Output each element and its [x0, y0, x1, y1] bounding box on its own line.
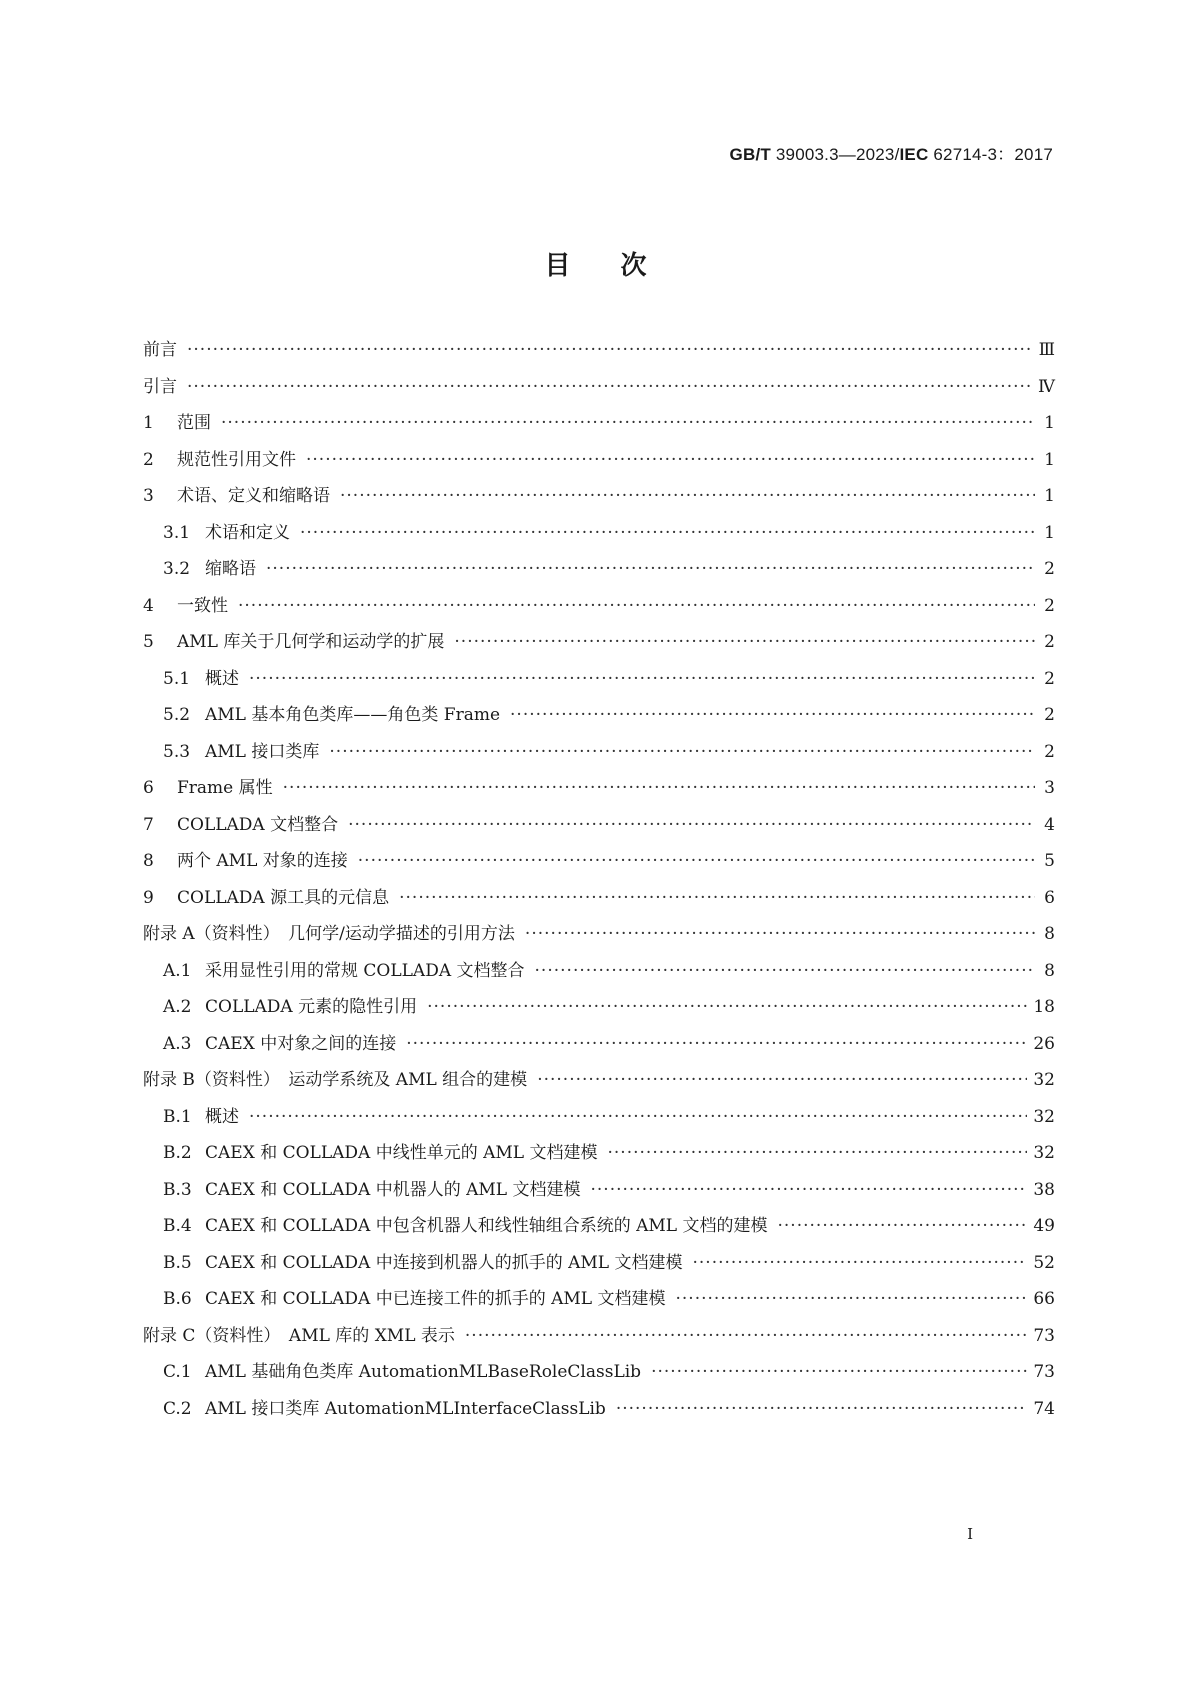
toc-entry[interactable] [143, 810, 1055, 847]
toc-entry-page: 73 [1033, 1362, 1055, 1382]
toc-entry-label: 术语和定义 [205, 522, 290, 543]
toc-entry[interactable] [143, 554, 1055, 591]
toc-entry-page: 49 [1033, 1216, 1055, 1236]
toc-entry-number: B.5 [163, 1252, 192, 1273]
toc-entry-number: B.6 [163, 1289, 192, 1309]
toc-entry-number: 4 [143, 595, 154, 616]
toc-entry-number: 5 [143, 632, 154, 652]
toc-entry-number: B.4 [163, 1216, 192, 1236]
dot-leader [266, 559, 1035, 579]
dot-leader [591, 1180, 1028, 1200]
toc-entry-label: AML 库关于几何学和运动学的扩展 [177, 632, 445, 652]
dot-leader [406, 1034, 1027, 1054]
toc-entry-label: CAEX 和 COLLADA 中线性单元的 AML 文档建模 [205, 1143, 598, 1163]
dot-leader [693, 1253, 1028, 1273]
dot-leader [608, 1143, 1028, 1163]
toc-entry[interactable] [143, 1065, 1055, 1102]
toc-entry-page: 52 [1033, 1252, 1055, 1273]
toc-entry[interactable] [143, 1102, 1055, 1139]
toc-entry-number: A.1 [163, 960, 192, 981]
iec-prefix: IEC [899, 145, 929, 164]
toc-entry-label: 概述 [205, 1106, 239, 1127]
toc-entry-number: C.1 [163, 1362, 192, 1382]
toc-entry-label: COLLADA 元素的隐性引用 [205, 997, 418, 1017]
toc-entry[interactable] [143, 664, 1055, 701]
toc-entry[interactable] [143, 627, 1055, 664]
toc-entry-number: 3.2 [163, 559, 191, 579]
standard-prefix: GB/T [729, 145, 771, 164]
toc-entry-number: 8 [143, 851, 154, 871]
toc-entry-page: 4 [1044, 814, 1055, 835]
toc-entry[interactable] [143, 700, 1055, 737]
toc-entry[interactable] [143, 846, 1055, 883]
toc-entry-page: 18 [1033, 997, 1055, 1017]
dot-leader [427, 997, 1027, 1017]
dot-leader [465, 1326, 1027, 1346]
toc-entry-number: 3 [143, 486, 154, 506]
toc-entry-page: 1 [1044, 522, 1055, 543]
toc-entry-label: 采用显性引用的常规 COLLADA 文档整合 [205, 960, 525, 981]
dot-leader [187, 377, 1032, 397]
toc-entry[interactable] [143, 335, 1055, 372]
toc-entry-number: A.3 [163, 1033, 192, 1054]
toc-entry[interactable] [143, 481, 1055, 518]
toc-entry[interactable] [143, 372, 1055, 409]
toc-entry-label: Frame 属性 [177, 778, 273, 798]
toc-entry-page: Ⅳ [1038, 376, 1055, 397]
toc-entry-label: 两个 AML 对象的连接 [177, 851, 348, 871]
toc-entry-label: 引言 [143, 376, 177, 397]
toc-entry-page: 26 [1033, 1033, 1055, 1054]
toc-entry-label: AML 接口类库 AutomationMLInterfaceClassLib [205, 1398, 606, 1419]
toc-entry-label: 附录 B（资料性） 运动学系统及 AML 组合的建模 [143, 1070, 528, 1090]
dot-leader [535, 961, 1035, 981]
toc-entry-label: AML 基本角色类库——角色类 Frame [205, 705, 501, 725]
dot-leader [249, 669, 1035, 689]
toc-entry-number: 2 [143, 449, 154, 470]
toc-entry-page: 1 [1044, 449, 1055, 470]
toc-entry-page: 6 [1044, 887, 1055, 908]
toc-entry-page: Ⅲ [1038, 340, 1055, 360]
dot-leader [676, 1289, 1028, 1309]
dot-leader [537, 1070, 1027, 1090]
toc-entry-page: 2 [1044, 741, 1055, 762]
dot-leader [187, 340, 1033, 360]
toc-entry[interactable] [143, 956, 1055, 993]
toc-entry-page: 74 [1033, 1398, 1055, 1419]
toc-entry-number: 6 [143, 778, 154, 798]
toc-entry-number: 7 [143, 814, 154, 835]
toc-entry[interactable] [143, 1357, 1055, 1394]
toc-entry-label: 附录 A（资料性） 几何学/运动学描述的引用方法 [143, 924, 515, 944]
toc-entry-label: CAEX 中对象之间的连接 [205, 1033, 397, 1054]
toc-entry[interactable] [143, 408, 1055, 445]
toc-entry-number: B.3 [163, 1179, 192, 1200]
toc-entry-number: 5.1 [163, 668, 191, 689]
dot-leader [454, 632, 1035, 652]
toc-entry[interactable] [143, 992, 1055, 1029]
toc-entry-page: 8 [1044, 924, 1055, 944]
toc-entry-number: 5.3 [163, 741, 191, 762]
dot-leader [651, 1362, 1027, 1382]
toc-entry-page: 1 [1044, 486, 1055, 506]
toc-entry-label: AML 基础角色类库 AutomationMLBaseRoleClassLib [205, 1362, 642, 1382]
toc-entry-number: A.2 [163, 997, 192, 1017]
toc-entry-page: 1 [1044, 413, 1055, 433]
dot-leader [348, 815, 1035, 835]
toc-entry-page: 38 [1033, 1179, 1055, 1200]
toc-entry[interactable] [143, 919, 1055, 956]
toc-entry-number: 9 [143, 887, 154, 908]
toc-entry-label: CAEX 和 COLLADA 中已连接工件的抓手的 AML 文档建模 [205, 1289, 666, 1309]
toc-entry-label: CAEX 和 COLLADA 中机器人的 AML 文档建模 [205, 1179, 581, 1200]
toc-entry-label: 术语、定义和缩略语 [177, 486, 330, 506]
toc-entry-page: 8 [1044, 960, 1055, 981]
toc-entry[interactable] [143, 1321, 1055, 1358]
toc-entry[interactable] [143, 1211, 1055, 1248]
toc-entry[interactable] [143, 773, 1055, 810]
toc-entry[interactable] [143, 1248, 1055, 1285]
toc-entry-label: CAEX 和 COLLADA 中连接到机器人的抓手的 AML 文档建模 [205, 1252, 683, 1273]
toc-entry-page: 32 [1033, 1106, 1055, 1127]
iec-number: 62714-3：2017 [933, 145, 1053, 164]
toc-entry-number: 3.1 [163, 522, 191, 543]
toc-entry-label: 附录 C（资料性） AML 库的 XML 表示 [143, 1325, 455, 1346]
toc-entry-page: 2 [1044, 632, 1055, 652]
toc-entry-label: 一致性 [177, 595, 228, 616]
dot-leader [358, 851, 1035, 871]
toc-entry-label: 概述 [205, 668, 239, 689]
page-title: 目次 [544, 251, 697, 281]
dot-leader [399, 888, 1035, 908]
toc-entry[interactable] [143, 1284, 1055, 1321]
dot-leader [510, 705, 1035, 725]
toc-entry-page: 32 [1033, 1143, 1055, 1163]
toc-entry[interactable] [143, 737, 1055, 774]
dot-leader [238, 596, 1035, 616]
toc-entry-page: 32 [1033, 1070, 1055, 1090]
dot-leader [300, 523, 1035, 543]
toc-entry-label: 缩略语 [205, 559, 256, 579]
toc-entry[interactable] [143, 445, 1055, 482]
toc-entry-number: 1 [143, 413, 154, 433]
toc-entry-label: COLLADA 源工具的元信息 [177, 887, 390, 908]
standard-code [730, 140, 1053, 165]
toc-entry[interactable] [143, 1138, 1055, 1175]
toc-entry-number: B.1 [163, 1106, 192, 1127]
dot-leader [525, 924, 1035, 944]
dot-leader [778, 1216, 1028, 1236]
toc-entry-label: AML 接口类库 [205, 741, 320, 762]
standard-number: 39003.3—2023/ [775, 145, 900, 164]
dot-leader [249, 1107, 1027, 1127]
dot-leader [329, 742, 1035, 762]
toc-entry[interactable] [143, 1029, 1055, 1066]
toc-entry-page: 5 [1044, 851, 1055, 871]
toc-entry-page: 2 [1044, 559, 1055, 579]
toc-entry-label: CAEX 和 COLLADA 中包含机器人和线性轴组合系统的 AML 文档的建模 [205, 1216, 768, 1236]
toc-entry-number: C.2 [163, 1398, 192, 1419]
toc-entry-label: 前言 [143, 340, 177, 360]
toc-entry-page: 3 [1044, 778, 1055, 798]
toc-entry-page: 2 [1044, 705, 1055, 725]
dot-leader [283, 778, 1035, 798]
toc-entry-page: 73 [1033, 1325, 1055, 1346]
toc-entry[interactable] [143, 1175, 1055, 1212]
toc-entry-label: 规范性引用文件 [177, 449, 296, 470]
dot-leader [340, 486, 1035, 506]
toc-entry-label: COLLADA 文档整合 [177, 814, 339, 835]
dot-leader [616, 1399, 1028, 1419]
toc-entry-number: B.2 [163, 1143, 192, 1163]
toc-entry-page: 66 [1033, 1289, 1055, 1309]
toc-entry-label: 范围 [177, 413, 211, 433]
toc-entry[interactable] [143, 1394, 1055, 1431]
toc-entry-page: 2 [1044, 595, 1055, 616]
toc-entry-page: 2 [1044, 668, 1055, 689]
toc-entry-number: 5.2 [163, 705, 191, 725]
table-of-contents [143, 335, 1055, 1430]
page-number: I [967, 1525, 973, 1543]
toc-entry[interactable] [143, 883, 1055, 920]
dot-leader [221, 413, 1035, 433]
dot-leader [306, 450, 1035, 470]
toc-entry[interactable] [143, 518, 1055, 555]
toc-entry[interactable] [143, 591, 1055, 628]
